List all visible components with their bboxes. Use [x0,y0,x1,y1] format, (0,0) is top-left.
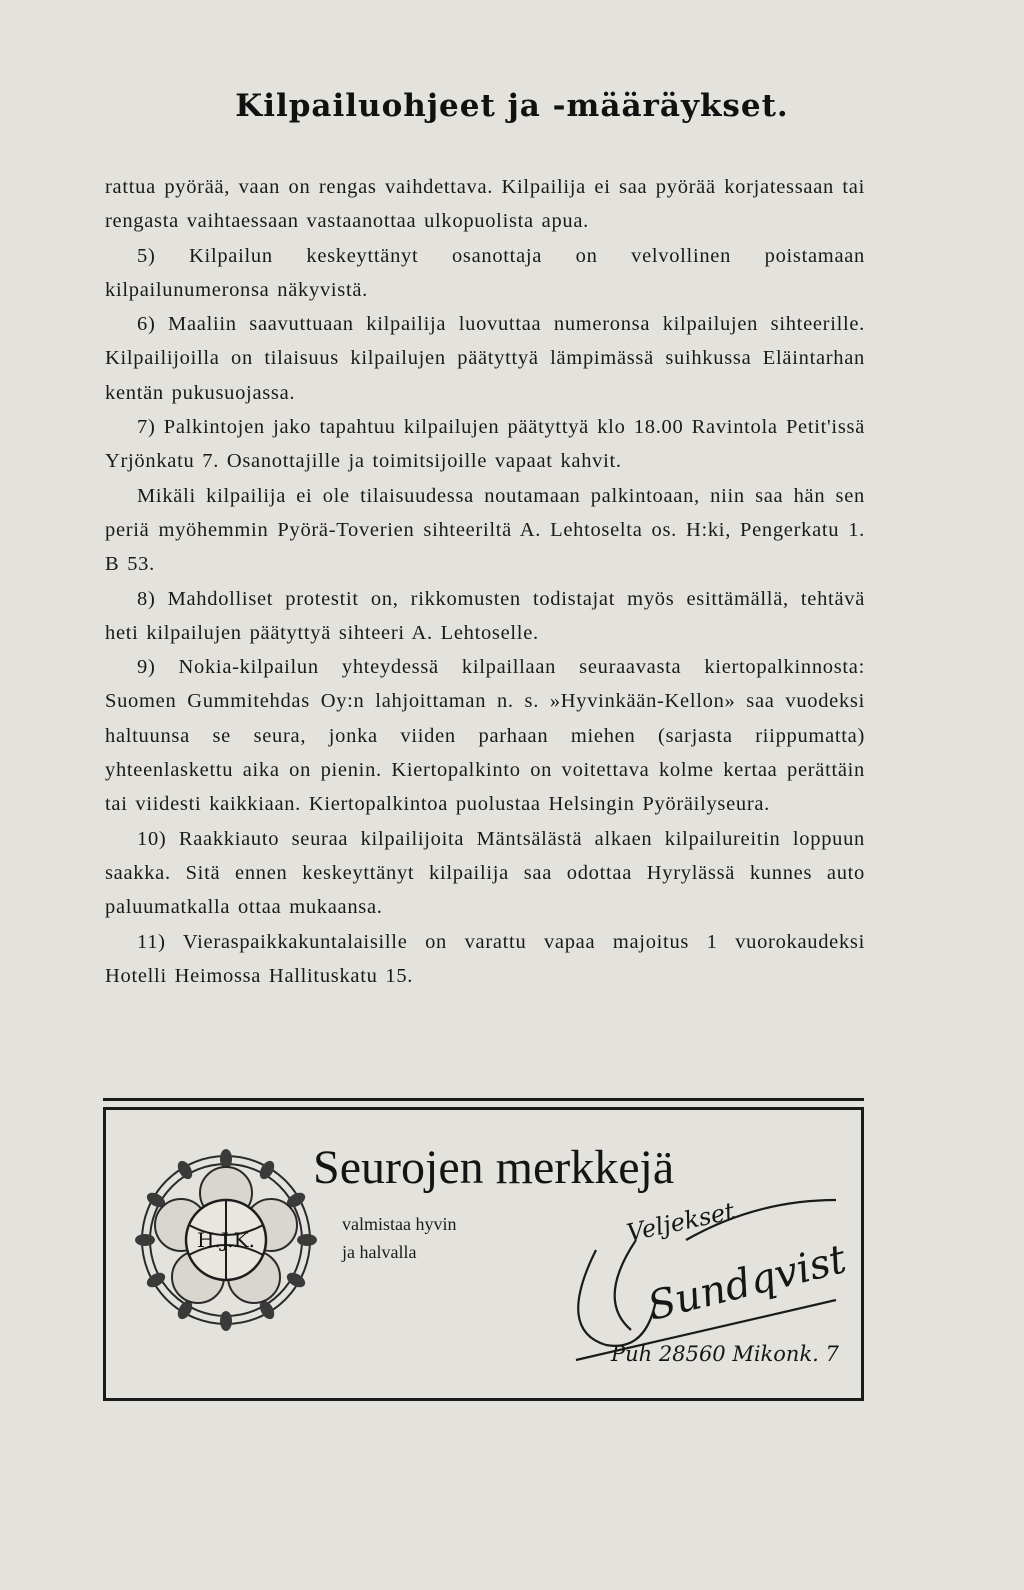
paragraph-prize-pickup: Mikäli kilpailija ei ole tilaisuudessa noutamaan palkintoaan, niin saa hän sen periä myöhemmin Pyörä-Toverien sihteeriltä A. Lehtoselta os. H:ki, Pengerkatu 1. B 53. [105,484,865,576]
advertisement-box [103,1107,864,1401]
paragraph-rule-8: 8) Mahdolliset protestit on, rikkomusten todistajat myös esittämällä, tehtävä heti kilpailujen päätyttyä sihteeri A. Lehtoselle. [105,587,865,644]
signature-contact: Puh 28560 Mikonk. 7 [611,1342,839,1366]
paragraph-rule-10: 10) Raakkiauto seuraa kilpailijoita Mäntsälästä alkaen kilpailureitin loppuun saakka. Sitä ennen keskeyttänyt kilpailija saa odottaa Hyrylässä kunnes auto paluumatkalla ottaa mukaansa. [105,827,865,919]
paragraph-rule-5: 5) Kilpailun keskeyttänyt osanottaja on velvollinen poistamaan kilpailunumeronsa näkyvistä. [105,244,865,301]
advertisement-subtext-line-1: valmistaa hyvin [342,1214,457,1234]
page-title: Kilpailuohjeet ja -määräykset. [235,88,789,124]
paragraph-continued: rattua pyörää, vaan on rengas vaihdettava. Kilpailija ei saa pyörää korjatessaan tai rengasta vaihtaessaan vastaanottaa ulkopuolista apua. [105,176,865,233]
advertisement-headline: Seurojen merkkejä [313,1141,675,1194]
club-badge-icon [131,1145,321,1335]
advertisement-top-rule [103,1098,864,1101]
paragraph-rule-7: 7) Palkintojen jako tapahtuu kilpailujen päätyttyä klo 18.00 Ravintola Petit'issä Yrjönkatu 7. Osanottajille ja toimitsijoille vapaat kahvit. [105,416,865,473]
paragraph-rule-11: 11) Vieraspaikkakuntalaisille on varattu vapaa majoitus 1 vuorokaudeksi Hotelli Heimossa Hallituskatu 15. [105,930,865,987]
paragraph-rule-9: 9) Nokia-kilpailun yhteydessä kilpaillaan seuraavasta kiertopalkinnosta: Suomen Gummitehdas Oy:n lahjoittaman n. s. »Hyvinkään-Kellon» saa vuodeksi haltuunsa se seura, jonka viiden parhaan miehen (sarjasta riippumatta) yhteenlaskettu aika on pienin. Kiertopalkinto on voitettava kolme kertaa perättäin tai viidesti kaikkiaan. Kiertopalkintoa puolustaa Helsingin Pyöräilyseura. [105,656,865,816]
advertisement-subtext-line-2: ja halvalla [342,1242,417,1262]
signature-name: Sundqvist [643,1236,851,1330]
body-text [105,170,865,993]
badge-letters: H.J.K. [197,1228,255,1252]
paragraph-rule-6: 6) Maaliin saavuttuaan kilpailija luovuttaa numeronsa kilpailujen sihteerille. Kilpailijoilla on tilaisuus kilpailujen päätyttyä lämpimässä suihkussa Eläintarhan kentän pukusuojassa. [105,313,865,404]
signature-firm: Veljekset [624,1196,738,1248]
advertisement-subtext [342,1210,542,1266]
